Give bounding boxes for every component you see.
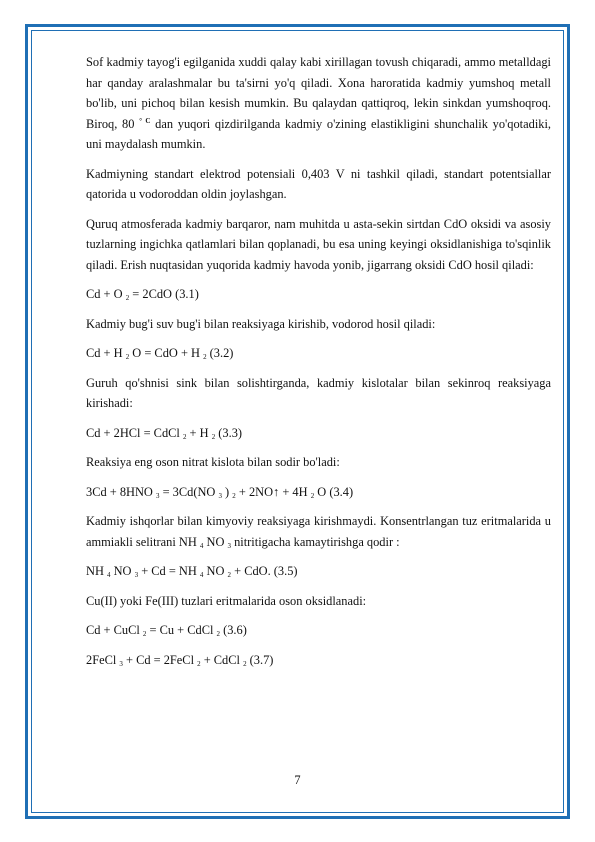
paragraph-steam-reaction: Kadmiy bug'i suv bug'i bilan reaksiyaga kirishib, vodorod hosil qiladi: [86, 316, 436, 331]
paragraph-electrode-potential: Kadmiyning standart elektrod potensiali 0,403 V ni tashkil qiladi, standart potentsiallar qatorida u vodoroddan oldin joylashgan. [86, 166, 551, 201]
equation-3-2: Cd + H $_2$ O = CdO + H $_2$ (3.2) [86, 346, 234, 361]
paragraph-alkali: Kadmiy ishqorlar bilan kimyoviy reaksiyaga kirishmaydi. Konsentrlangan tuz eritmalarida u ammiakli selitrani NH $_4$ NO $_3$ nitritigacha kamaytirishga qodir : [86, 514, 551, 550]
document-body [86, 52, 551, 679]
equation-3-5: NH $_4$ NO $_3$ + Cd = NH $_4$ NO $_2$ + CdO. (3.5) [86, 564, 298, 579]
paragraph-acid-reaction: Guruh qo'shnisi sink bilan solishtirganda, kadmiy kislotalar bilan sekinroq reaksiyaga kirishadi: [86, 375, 551, 410]
equation-3-4: 3Cd + 8HNO $_3$ = 3Cd(NO $_3$ ) $_2$ + 2NO↑ + 4H $_2$ O (3.4) [86, 484, 354, 500]
paragraph-oxidation: Quruq atmosferada kadmiy barqaror, nam muhitda u asta-sekin sirtdan CdO oksidi va asosiy tuzlarning ingichka qatlamlari bilan qoplanadi, bu esa uning keyingi oksidlanishiga to'sqinlik qiladi. Erish nuqtasidan yuqorida kadmiy havoda yonib, jigarrang oksidi CdO hosil qiladi: [86, 216, 551, 272]
paragraph-salt-oxidation: Cu(II) yoki Fe(III) tuzlari eritmalarida oson oksidlanadi: [86, 593, 367, 608]
equation-3-3: Cd + 2HCl = CdCl $_2$ + H $_2$ (3.3) [86, 425, 243, 441]
equation-3-6: Cd + CuCl $_2$ = Cu + CdCl $_2$ (3.6) [86, 623, 247, 638]
page-number: 7 [294, 773, 301, 787]
paragraph-cadmium-properties: Sof kadmiy tayog'i egilganida xuddi qalay kabi xirillagan tovush chiqaradi, ammo metalldagi har qanday aralashmalar bu ta'sirni yo'q qiladi. Xona haroratida kadmiy yumshoq metall bo'lib, uni pichoq bilan kesish mumkin. Bu qalaydan qattiqroq, lekin sinkdan yumshoqroq. Biroq, 80 $^{^\circ C}$ dan yuqori qizdirilganda kadmiy o'zining elastikligini shunchalik yo'qotadiki, uni maydalash mumkin. [86, 55, 551, 151]
paragraph-nitric-acid: Reaksiya eng oson nitrat kislota bilan sodir bo'ladi: [86, 455, 340, 469]
equation-3-7: 2FeCl $_3$ + Cd = 2FeCl $_2$ + CdCl $_2$ (3.7) [86, 652, 274, 668]
equation-3-1: Cd + O $_2$ = 2CdO (3.1) [86, 287, 199, 302]
